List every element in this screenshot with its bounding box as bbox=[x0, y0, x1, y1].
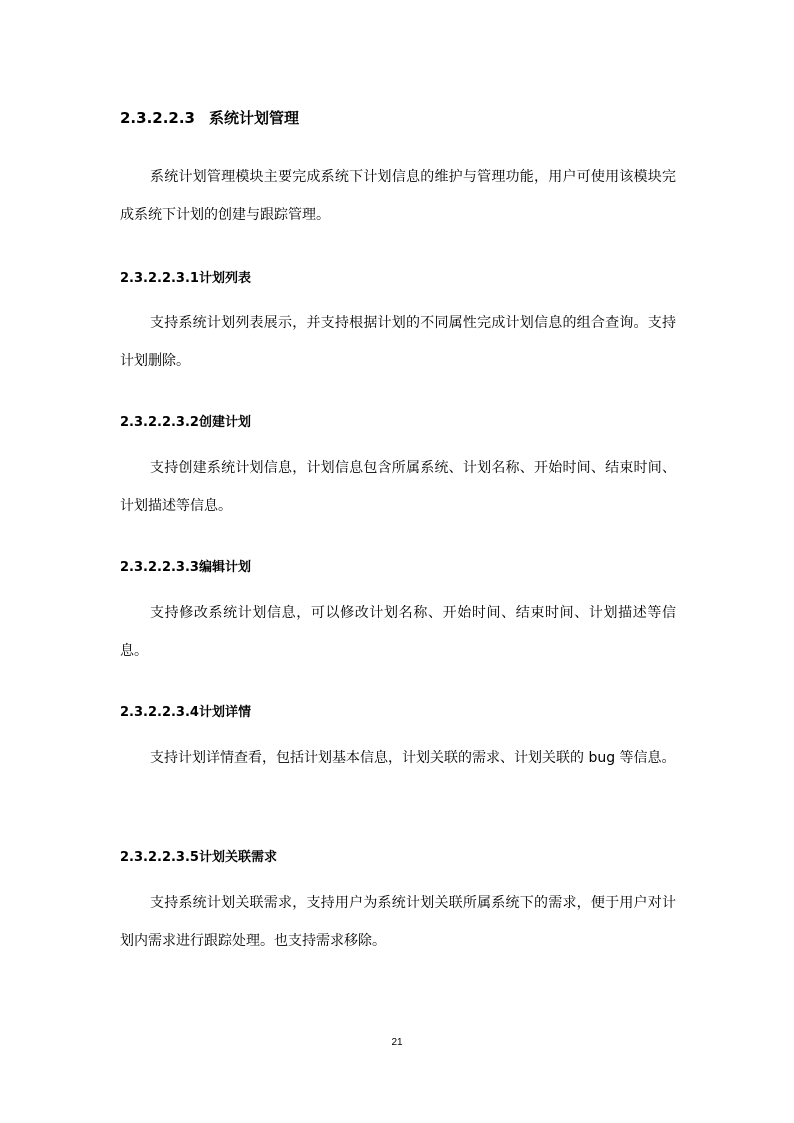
subsection-heading-4: 2.3.2.2.3.4计划详情 bbox=[120, 705, 251, 720]
subsection-heading-1: 2.3.2.2.3.1计划列表 bbox=[120, 271, 251, 286]
subsection-heading-5: 2.3.2.2.3.5计划关联需求 bbox=[120, 850, 277, 865]
subsection-body-5: 支持系统计划关联需求，支持用户为系统计划关联所属系统下的需求，便于用户对计划内需求进行跟踪处理。也支持需求移除。 bbox=[120, 895, 676, 949]
section-number: 2.3.2.2.3 bbox=[120, 109, 195, 127]
section-title: 系统计划管理 bbox=[208, 109, 299, 127]
section-intro-paragraph: 系统计划管理模块主要完成系统下计划信息的维护与管理功能，用户可使用该模块完成系统下计划的创建与跟踪管理。 bbox=[120, 169, 676, 223]
subsection-heading-2: 2.3.2.2.3.2创建计划 bbox=[120, 415, 251, 430]
subsection-body-3: 支持修改系统计划信息，可以修改计划名称、开始时间、结束时间、计划描述等信息。 bbox=[120, 605, 676, 659]
subsection-heading-3: 2.3.2.2.3.3编辑计划 bbox=[120, 560, 251, 575]
subsection-body-1: 支持系统计划列表展示，并支持根据计划的不同属性完成计划信息的组合查询。支持计划删除。 bbox=[120, 315, 676, 369]
page-number: 21 bbox=[391, 1037, 403, 1048]
subsection-body-4: 支持计划详情查看，包括计划基本信息，计划关联的需求、计划关联的 bug 等信息。 bbox=[150, 750, 676, 766]
section-heading bbox=[120, 106, 299, 130]
subsection-body-2: 支持创建系统计划信息，计划信息包含所属系统、计划名称、开始时间、结束时间、计划描述等信息。 bbox=[120, 460, 676, 514]
